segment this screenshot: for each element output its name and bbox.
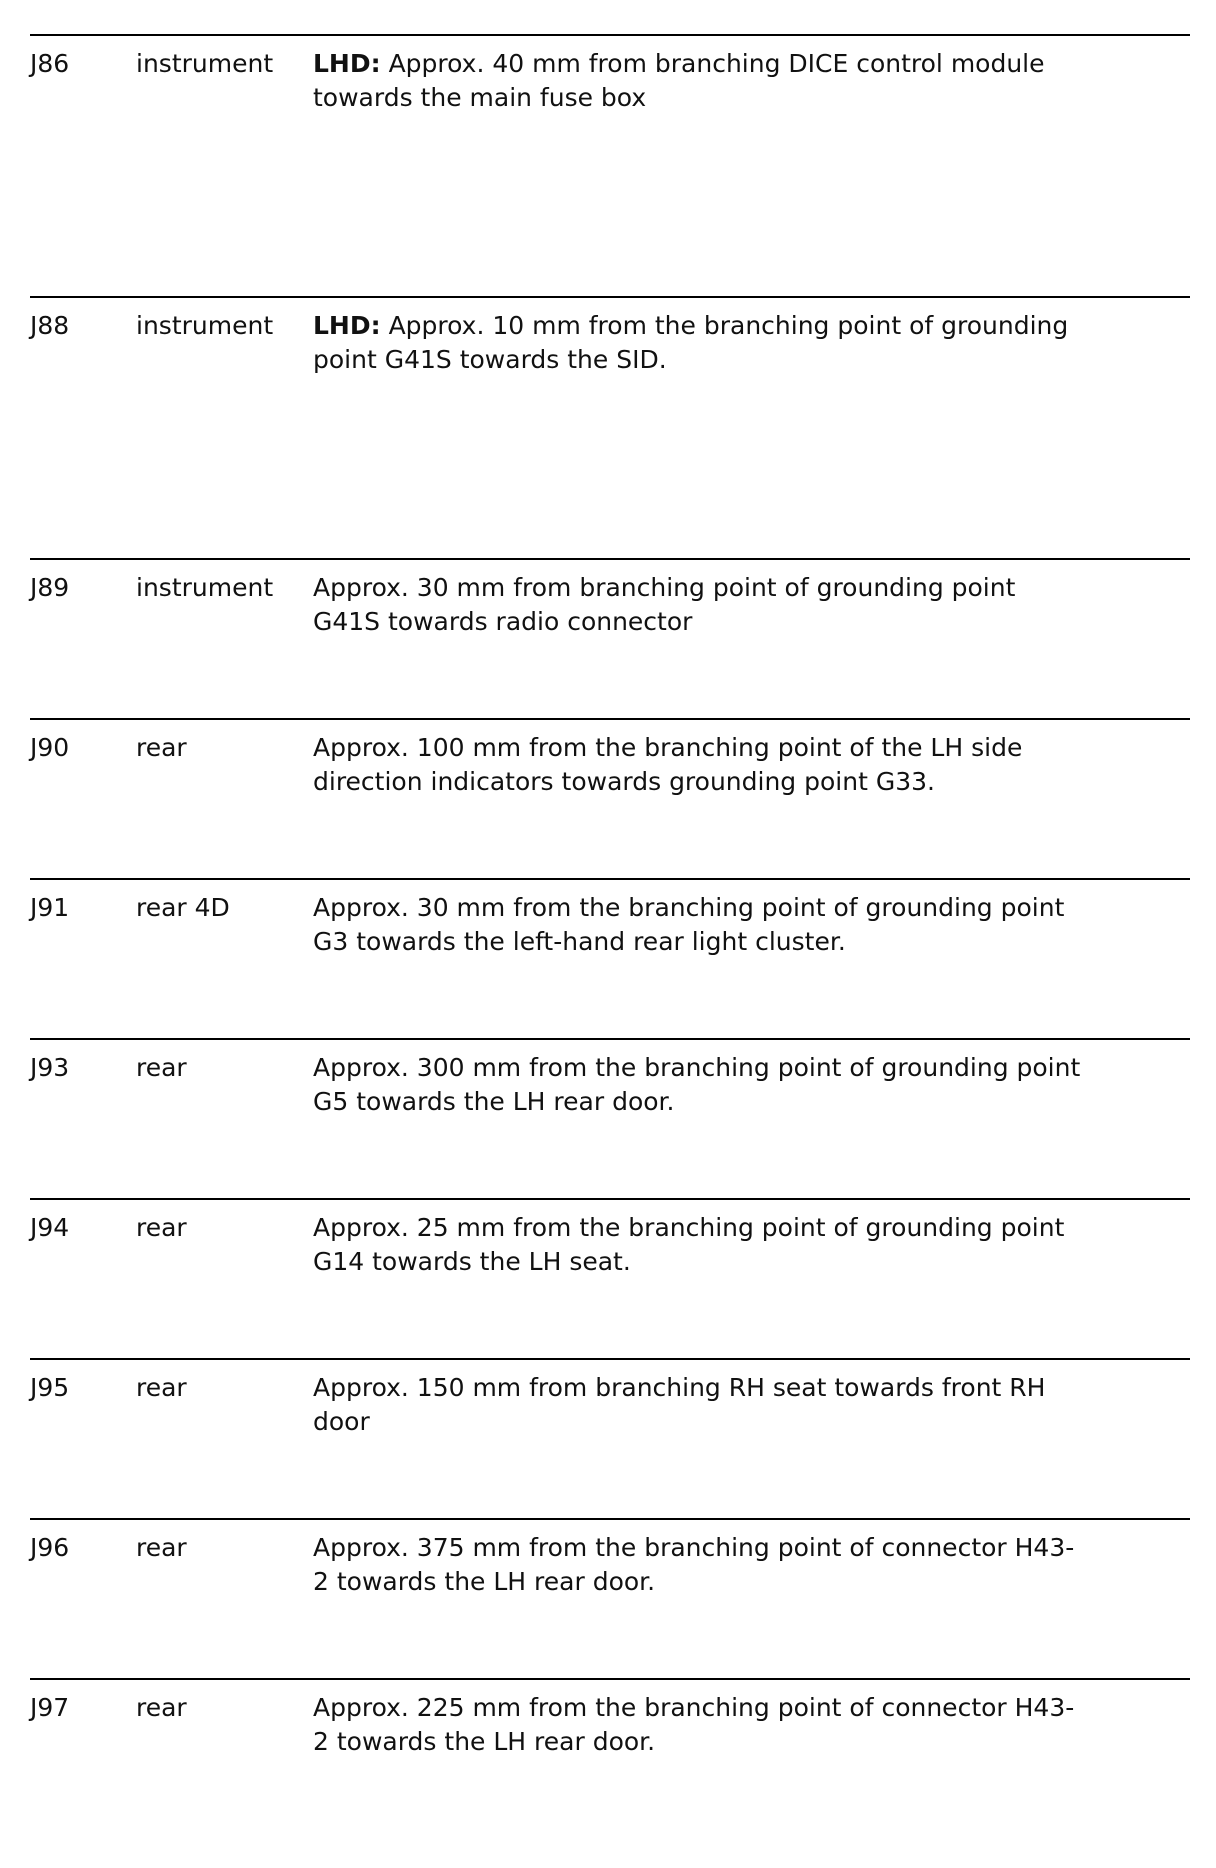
splice-id: J89	[30, 573, 70, 602]
harness-area: rear	[136, 1533, 187, 1562]
location-description	[313, 1531, 1213, 1599]
harness-area: rear	[136, 1693, 187, 1722]
splice-id: J90	[30, 733, 70, 762]
table-row	[30, 1518, 1190, 1678]
description-line-1: Approx. 150 mm from branching RH seat towards front RH	[313, 1373, 1046, 1402]
table-row	[30, 1358, 1190, 1518]
description-line-2: direction indicators towards grounding point G33.	[313, 767, 935, 796]
description-line-1: Approx. 25 mm from the branching point of grounding point	[313, 1213, 1065, 1242]
location-description	[313, 571, 1213, 639]
harness-area: rear	[136, 1053, 187, 1082]
table-row	[30, 34, 1190, 296]
description-line-2: door	[313, 1407, 370, 1436]
description-line-1: Approx. 375 mm from the branching point of connector H43-	[313, 1533, 1075, 1562]
location-description	[313, 1371, 1213, 1439]
harness-area: rear	[136, 733, 187, 762]
lhd-prefix: LHD:	[313, 49, 381, 78]
description-line-2: point G41S towards the SID.	[313, 345, 667, 374]
table-row	[30, 558, 1190, 718]
splice-id: J97	[30, 1693, 70, 1722]
splice-location-table	[30, 34, 1190, 1838]
description-line-2: G5 towards the LH rear door.	[313, 1087, 675, 1116]
description-line-2: 2 towards the LH rear door.	[313, 1567, 656, 1596]
table-row	[30, 1198, 1190, 1358]
location-description	[313, 309, 1213, 377]
description-line-1: Approx. 30 mm from the branching point of grounding point	[313, 893, 1065, 922]
table-row	[30, 1678, 1190, 1838]
location-description	[313, 47, 1213, 115]
table-row	[30, 296, 1190, 558]
location-description	[313, 1211, 1213, 1279]
splice-id: J95	[30, 1373, 70, 1402]
location-description	[313, 1051, 1213, 1119]
description-line-1: Approx. 40 mm from branching DICE control module	[388, 49, 1045, 78]
location-description	[313, 731, 1213, 799]
location-description	[313, 891, 1213, 959]
harness-area: instrument	[136, 49, 274, 78]
description-line-2: towards the main fuse box	[313, 83, 647, 112]
table-row	[30, 718, 1190, 878]
harness-area: rear 4D	[136, 893, 230, 922]
harness-area: rear	[136, 1213, 187, 1242]
description-line-1: Approx. 100 mm from the branching point of the LH side	[313, 733, 1023, 762]
location-description	[313, 1691, 1213, 1759]
description-line-1: Approx. 10 mm from the branching point of grounding	[388, 311, 1069, 340]
description-line-2: G3 towards the left-hand rear light cluster.	[313, 927, 846, 956]
splice-id: J94	[30, 1213, 70, 1242]
harness-area: rear	[136, 1373, 187, 1402]
splice-id: J88	[30, 311, 70, 340]
description-line-2: G14 towards the LH seat.	[313, 1247, 631, 1276]
table-row	[30, 1038, 1190, 1198]
description-line-1: Approx. 300 mm from the branching point of grounding point	[313, 1053, 1081, 1082]
splice-id: J91	[30, 893, 70, 922]
description-line-2: G41S towards radio connector	[313, 607, 693, 636]
table-row	[30, 878, 1190, 1038]
splice-id: J86	[30, 49, 70, 78]
splice-id: J93	[30, 1053, 70, 1082]
harness-area: instrument	[136, 311, 274, 340]
lhd-prefix: LHD:	[313, 311, 381, 340]
description-line-1: Approx. 30 mm from branching point of grounding point	[313, 573, 1016, 602]
description-line-1: Approx. 225 mm from the branching point of connector H43-	[313, 1693, 1075, 1722]
harness-area: instrument	[136, 573, 274, 602]
splice-id: J96	[30, 1533, 70, 1562]
description-line-2: 2 towards the LH rear door.	[313, 1727, 656, 1756]
